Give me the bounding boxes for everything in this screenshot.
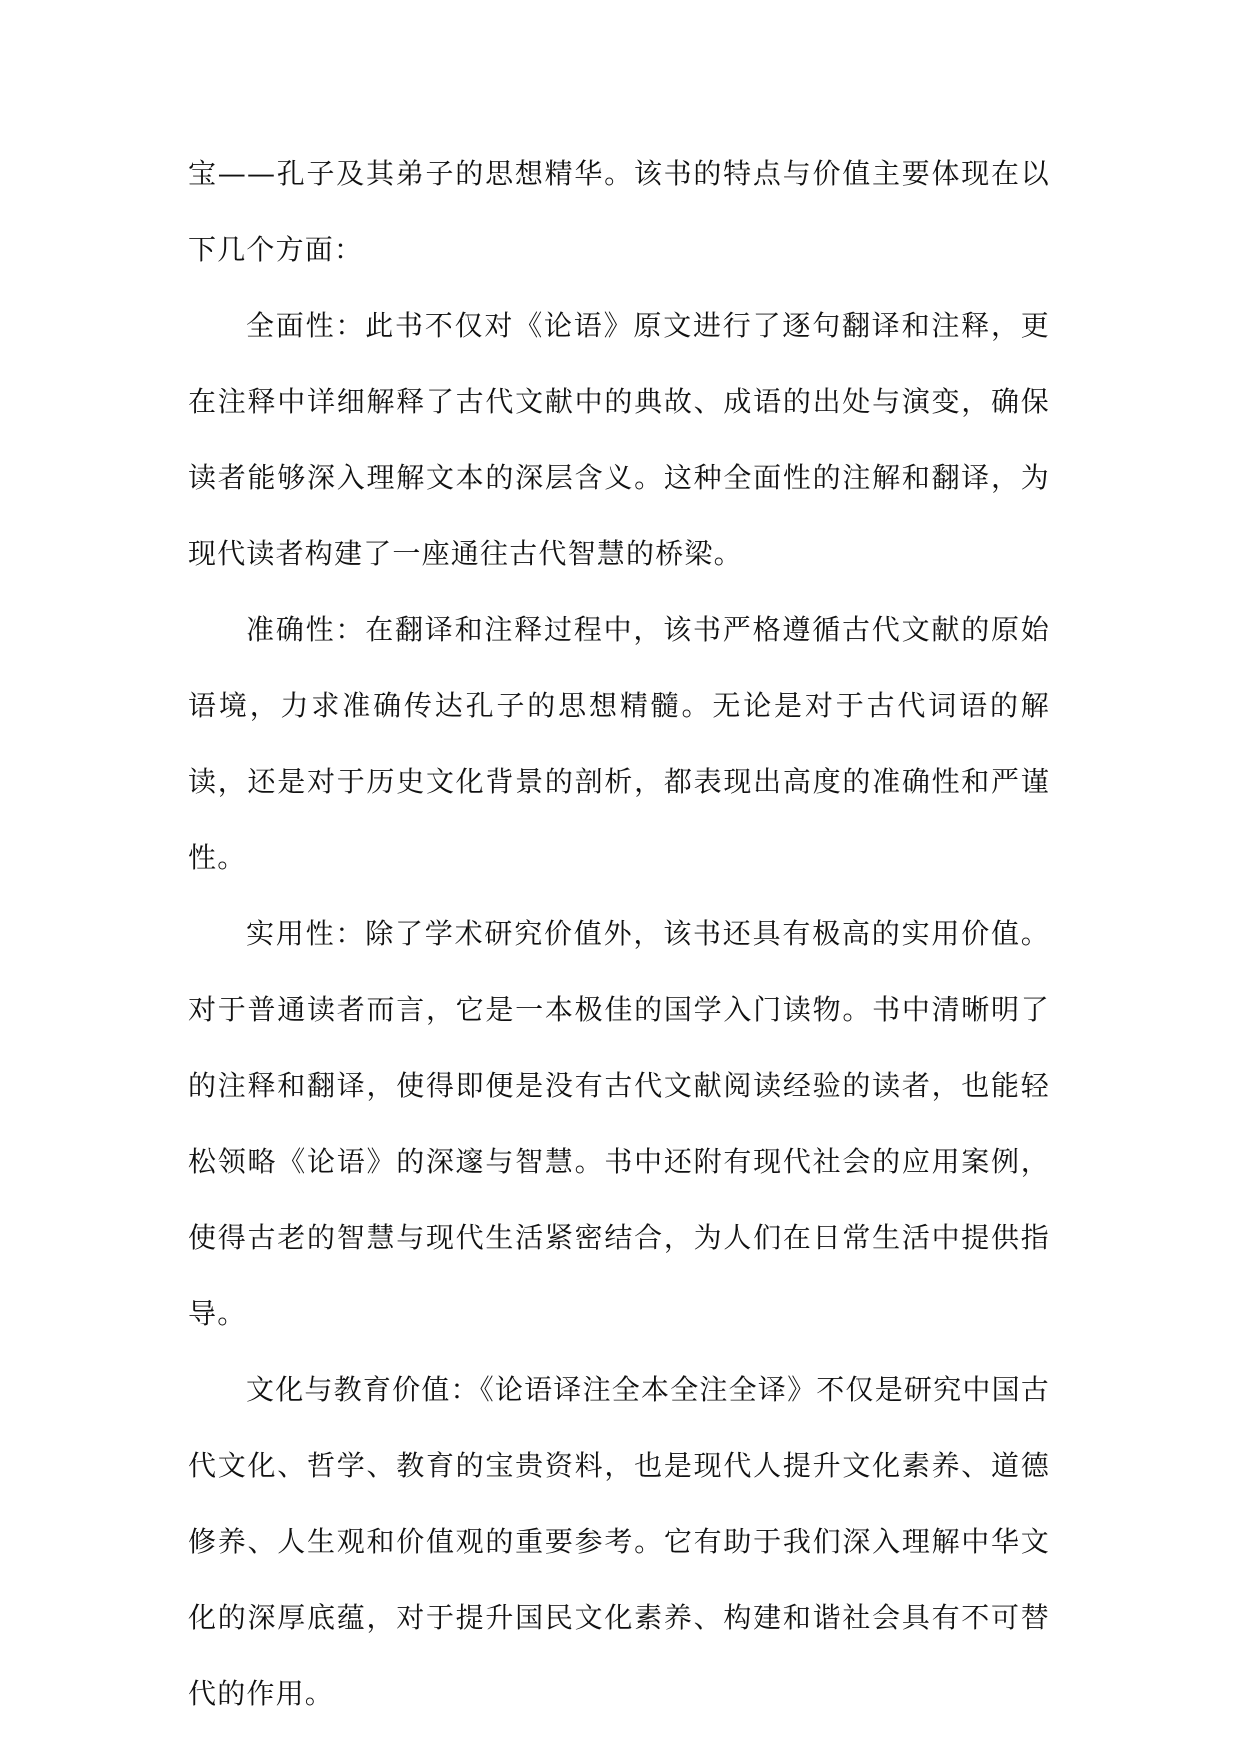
paragraph-cultural-educational-value: 文化与教育价值：《论语译注全本全注全译》不仅是研究中国古代文化、哲学、教育的宝贵资料，也是现代人提升文化素养、道德修养、人生观和价值观的重要参考。它有助于我们深入理解中华文化的深厚底蕴，对于提升国民文化素养、构建和谐社会具有不可替代的作用。 xyxy=(188,1373,1050,1710)
paragraph-accuracy: 准确性：在翻译和注释过程中，该书严格遵循古代文献的原始语境，力求准确传达孔子的思想精髓。无论是对于古代词语的解读，还是对于历史文化背景的剖析，都表现出高度的准确性和严谨性。 xyxy=(188,613,1050,874)
document-body xyxy=(188,136,1050,1732)
paragraph-intro-continuation: 宝——孔子及其弟子的思想精华。该书的特点与价值主要体现在以下几个方面： xyxy=(188,157,1050,266)
paragraph-comprehensiveness: 全面性：此书不仅对《论语》原文进行了逐句翻译和注释，更在注释中详细解释了古代文献中的典故、成语的出处与演变，确保读者能够深入理解文本的深层含义。这种全面性的注解和翻译，为现代读者构建了一座通往古代智慧的桥梁。 xyxy=(188,309,1050,570)
paragraph-practicality: 实用性：除了学术研究价值外，该书还具有极高的实用价值。对于普通读者而言，它是一本极佳的国学入门读物。书中清晰明了的注释和翻译，使得即便是没有古代文献阅读经验的读者，也能轻松领略《论语》的深邃与智慧。书中还附有现代社会的应用案例，使得古老的智慧与现代生活紧密结合，为人们在日常生活中提供指导。 xyxy=(188,917,1050,1330)
